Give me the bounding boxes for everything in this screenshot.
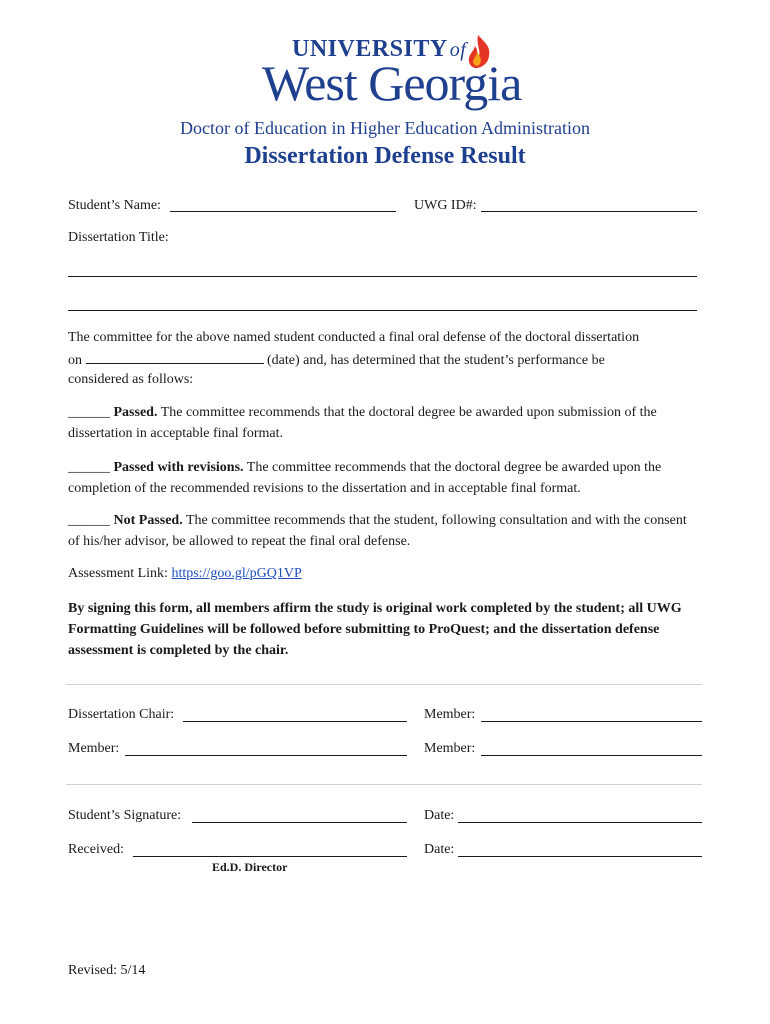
member-label: Member: bbox=[424, 707, 476, 722]
member-signature-field[interactable] bbox=[481, 721, 702, 722]
date-field[interactable] bbox=[458, 822, 702, 823]
dissertation-title-field-2[interactable] bbox=[68, 310, 697, 311]
option-passed bbox=[68, 402, 700, 444]
option-not-passed bbox=[68, 510, 700, 552]
student-name-label: Student’s Name: bbox=[68, 198, 161, 213]
uwg-id-field[interactable] bbox=[481, 211, 697, 212]
director-caption: Ed.D. Director bbox=[212, 860, 288, 874]
option-text: The committee recommends that the doctoral degree be awarded upon submission of the dissertation in acceptable final format. bbox=[68, 405, 657, 441]
option-blank[interactable]: ______ bbox=[68, 405, 110, 420]
date-label: Date: bbox=[424, 842, 455, 857]
defense-date-field[interactable] bbox=[86, 349, 264, 364]
option-label: Passed. bbox=[113, 405, 158, 420]
assessment-link[interactable]: https://goo.gl/pGQ1VP bbox=[171, 566, 302, 581]
dissertation-chair-signature-field[interactable] bbox=[183, 721, 407, 722]
affirmation-statement: By signing this form, all members affirm the study is original work completed by the student; all UWG Formatting Guidelines will be followed before submitting to ProQuest; and the dissertation defense assessment is completed by the chair. bbox=[68, 601, 682, 658]
program-subtitle: Doctor of Education in Higher Education Administration bbox=[180, 118, 590, 138]
received-signature-field[interactable] bbox=[133, 856, 407, 857]
student-signature-label: Student’s Signature: bbox=[68, 808, 182, 823]
option-passed-with-revisions bbox=[68, 457, 700, 499]
student-name-field[interactable] bbox=[170, 211, 396, 212]
assessment-link-label: Assessment Link: bbox=[68, 566, 168, 581]
dissertation-title-label: Dissertation Title: bbox=[68, 230, 169, 245]
option-blank[interactable]: ______ bbox=[68, 513, 110, 528]
page-title: Dissertation Defense Result bbox=[244, 143, 526, 169]
option-label: Not Passed. bbox=[113, 513, 183, 528]
intro-line-2: on (date) and, has determined that the student’s performance be bbox=[68, 349, 605, 371]
member-signature-field[interactable] bbox=[125, 755, 407, 756]
assessment-link-row bbox=[68, 564, 302, 584]
member-label: Member: bbox=[424, 741, 476, 756]
option-text: The committee recommends that the doctoral degree be awarded upon the completion of the recommended revisions to the dissertation and in acceptable final format. bbox=[68, 460, 662, 496]
logo-university-text: UNIVERSITY of bbox=[292, 36, 467, 62]
member-signature-field[interactable] bbox=[481, 755, 702, 756]
intro-line-1: The committee for the above named student conducted a final oral defense of the doctoral dissertation bbox=[68, 330, 640, 345]
divider bbox=[66, 684, 702, 685]
dissertation-title-field-1[interactable] bbox=[68, 276, 697, 277]
date-field[interactable] bbox=[458, 856, 702, 857]
intro-line-3: considered as follows: bbox=[68, 372, 194, 387]
received-label: Received: bbox=[68, 842, 124, 857]
option-blank[interactable]: ______ bbox=[68, 460, 110, 475]
revised-date: Revised: 5/14 bbox=[68, 963, 146, 978]
option-label: Passed with revisions. bbox=[113, 460, 244, 475]
option-text: The committee recommends that the student, following consultation and with the consent of his/her advisor, be allowed to repeat the final oral defense. bbox=[68, 513, 687, 549]
dissertation-chair-label: Dissertation Chair: bbox=[68, 707, 175, 722]
university-logo bbox=[262, 36, 522, 116]
divider bbox=[66, 784, 702, 785]
member-label: Member: bbox=[68, 741, 120, 756]
student-signature-field[interactable] bbox=[192, 822, 407, 823]
date-label: Date: bbox=[424, 808, 455, 823]
uwg-id-label: UWG ID#: bbox=[414, 198, 477, 213]
logo-west-georgia-text: West Georgia bbox=[262, 55, 522, 111]
